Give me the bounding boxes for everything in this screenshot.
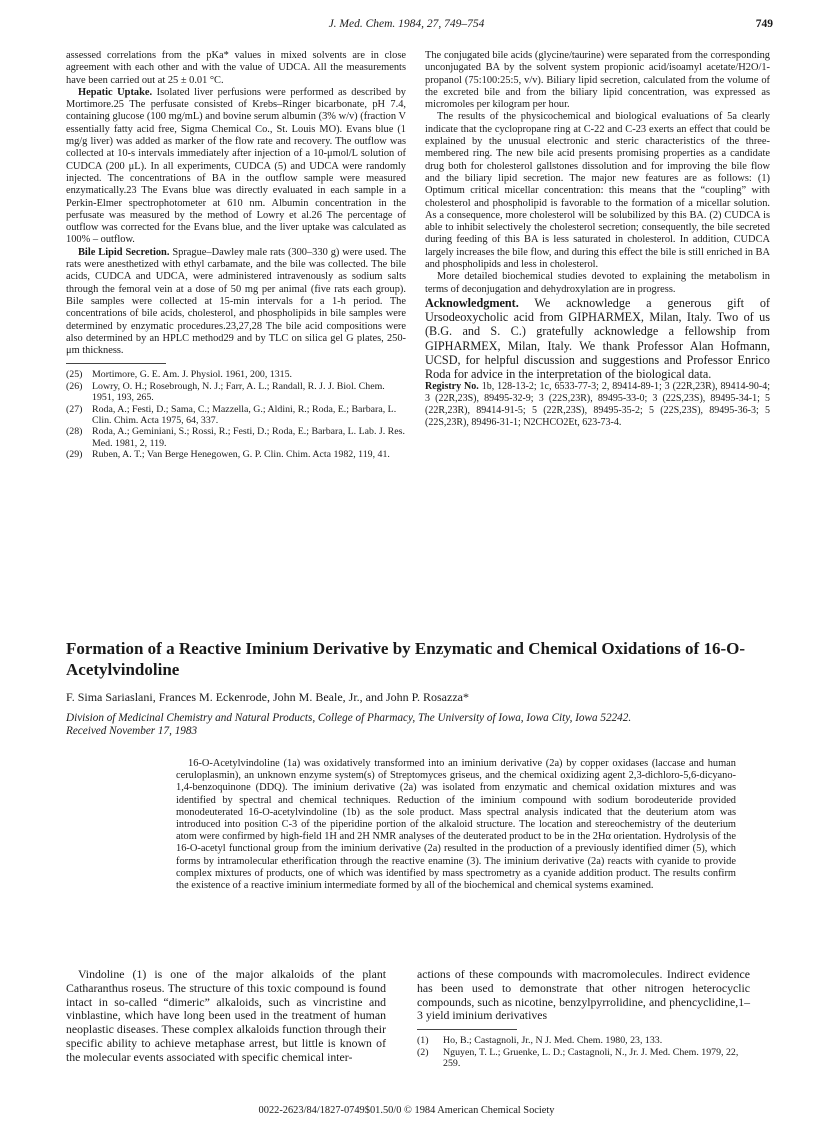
reference-item [66,449,406,460]
hepatic-text: Isolated liver perfusions were performed as described by Mortimore.25 The perfusate consisted of Krebs–Ringer bicarbonate, pH 7.4, containing glucose (100 mg/mL) and bovine serum albumin (3% w/v) (fraction V essentially fatty acid free, Sigma Chemical Co., St. Louis MO). Evans blue (1 mg/g liver) was added as marker of the flow rate and recovery. The outflow was collected at 10-s intervals immediately after injection of a 10-μmol/L solution of CUDCA (200 μL). In all experiments, CUDCA (5) and UDCA were randomly injected. The concentrations of BA in the outflow sample were measured enzymatically.23 The Evans blue was directly evaluated in each sample in a Perkin-Elmer spectrophotometer at 610 nm. Albumin concentration in the perfusate was measured by the method of Lowry et al.26 The percentage of outflow was corrected for the Evans blue, and the liver uptake was calculated as 100% – outflow. [66,86,406,246]
hepatic-paragraph [66,87,406,247]
running-header: J. Med. Chem. 1984, 27, 749–754 [328,18,485,30]
registry-text: 1b, 128-13-2; 1c, 6533-77-3; 2, 89414-89-1; 3 (22R,23R), 89414-90-4; 3 (22R,23S), 89495-32-9; 3 (22S,23R), 89495-33-0; 3 (22S,23S), 89495-34-1; 5 (22R,23R), 89414-91-5; 5 (22R,23S), 89495-35-2; 5 (22S,23S), 89495-36-3; 5 (22S,23R), 89496-31-1; N2CHCO2Et, 623-73-4. [425,381,770,428]
registry-heading: Registry No. [425,381,479,393]
hepatic-heading: Hepatic Uptake. [78,86,153,98]
abstract-text: 16-O-Acetylvindoline (1a) was oxidatively transformed into an iminium derivative (2a) by copper oxidases (laccase and human ceruloplasmin), an unknown enzyme system(s) of Streptomyces griseus, and the chemical oxidizing agent 2,3-dichloro-5,6-dicyano-1,4-benzoquinone (DDQ). The iminium derivative (2a) was isolated from enzymatic and chemical oxidation mixtures and was identified by spectral and chemical techniques. Reduction of the iminium compound with sodium borodeuteride provided monodeuterated 16-O-acetylvindoline (1b) as the sole product. Mass spectral analysis indicated that the deuterium atom was introduced into position C-3 of the piperidine portion of the alkaloid structure. The location and stereochemistry of the deuterium atom were confirmed by high-field 1H and 2H NMR analyses of the deuterated product to be in the 2Hα orientation. Hydrolysis of the 16-O-acetyl functional group from the iminium derivative (2a) resulted in the production of a previously identified dimer (5), which forms by intramolecular etherification through the reactive enamine (3). The iminium derivative (2a) reacts with cyanide to provide complex mixtures of products, one of which was identified by mass spectrometry as a cyanide addition product. The results confirm the existence of a reactive iminium intermediate formed by all of the biochemical and chemical systems examined. [176,758,736,892]
article-affiliation: Division of Medicinal Chemistry and Natural Products, College of Pharmacy, The University of Iowa, Iowa City, Iowa 52242. [66,712,632,724]
reference-item [66,381,406,404]
received-date: Received November 17, 1983 [66,725,198,737]
separation-paragraph: The conjugated bile acids (glycine/taurine) were separated from the corresponding unconjugated BA by the solvent system propionic acid/isoamyl acetate/H2O/1-propanol (75:100:25:5, v/v). Biliary lipid secretion, calculated from the volume of the excreted bile and from the biliary lipid concentration, was expressed as micromoles per kilogram per hour. [425,50,770,111]
continued-body-text: actions of these compounds with macromolecules. Indirect evidence has been used to demonstrate that other nitrogen heterocyclic compounds, such as nicotine, benzylpyrrolidine, and phencyclidine,1–3 yield iminium derivatives [417,967,750,1023]
article-authors: F. Sima Sariaslani, Frances M. Eckenrode, John M. Beale, Jr., and John P. Rosazza* [66,690,469,704]
bile-paragraph [66,247,406,358]
intro-body-text: Vindoline (1) is one of the major alkaloids of the plant Catharanthus roseus. The structure of this toxic compound is found intact in so-called “dimeric” alkaloids, such as vincristine and vinblastine, which have long been used in the treatment of human neoplastic diseases. These complex alkaloids function through their specific ability to achieve metaphase arrest, but little is known of the molecular events associated with specific chemical inter- [66,967,386,1064]
body-right-column [417,968,750,1069]
intro-paragraph: assessed correlations from the pKa* values in mixed solvents are in close agreement with each other and with the value of UDCA. All the measurements have been carried out at 25 ± 0.01 °C. [66,50,406,86]
bile-heading: Bile Lipid Secretion. [78,246,170,258]
reference-item [417,1047,750,1070]
reference-list [66,369,406,460]
reference-text: Ho, B.; Castagnoli, Jr., N J. Med. Chem. 1980, 23, 133. [443,1035,663,1047]
acknowledgment-heading: Acknowledgment. [425,295,519,310]
reference-text: Roda, A.; Festi, D.; Sama, C.; Mazzella, G.; Aldini, R.; Roda, E.; Barbara, L. Clin. Chim. Acta 1975, 64, 337. [92,403,397,427]
acknowledgment-paragraph [425,296,770,381]
reference-number: (27) [66,403,83,415]
reference-item [66,426,406,449]
affiliation-block [66,712,766,738]
footnote-rule [417,1029,517,1030]
reference-text: Roda, A.; Geminiani, S.; Rossi, R.; Festi, D.; Roda, E.; Barbara, L. Lab. J. Res. Med. 1981, 2, 119. [92,426,405,449]
reference-number: (1) [417,1035,429,1047]
footnote-rule [66,363,166,364]
right-column [425,50,770,428]
reference-number: (28) [66,426,83,438]
reference-number: (25) [66,369,83,381]
reference-text: Nguyen, T. L.; Gruenke, L. D.; Castagnoli, N., Jr. J. Med. Chem. 1979, 22, 259. [443,1046,739,1069]
reference-item [66,404,406,427]
bile-text: Sprague–Dawley male rats (300–330 g) were used. The rats were anesthetized with ethyl carbamate, and the bile was collected. The bile acids, CUDCA and UDCA, were administered intravenously as sodium salts through the femoral vein at a dose of 50 mg per animal (five rats each group). Bile samples were collected at 15-min intervals for a 1-h period. The concentrations of bile acids, cholesterol, and phospholipids in bile samples were determined by enzymatic procedures.23,27,28 The bile acid compositions were also determined by an HPLC method29 and by TLC on silica gel G plates, 250-μm thickness. [66,246,406,357]
page-footer: 0022-2623/84/1827-0749$01.50/0 © 1984 American Chemical Society [258,1105,555,1116]
article-reference-list [417,1035,750,1069]
reference-text: Ruben, A. T.; Van Berge Henegowen, G. P. Clin. Chim. Acta 1982, 119, 41. [92,449,390,461]
progress-paragraph: More detailed biochemical studies devoted to explaining the metabolism in terms of deconjugation and dehydroxylation are in progress. [425,271,770,295]
reference-number: (2) [417,1046,429,1058]
left-column [66,50,406,461]
reference-text: Lowry, O. H.; Rosebrough, N. J.; Farr, A. L.; Randall, R. J. J. Biol. Chem. 1951, 193, 265. [92,380,385,404]
reference-item [66,369,406,380]
reference-number: (29) [66,449,83,461]
registry-paragraph [425,381,770,428]
abstract [176,758,736,892]
body-left-column [66,968,386,1065]
results-paragraph: The results of the physicochemical and biological evaluations of 5a clearly indicate that the cyclopropane ring at C-22 and C-23 exerts an effect that could be explained by the unusual electronic and steric characteristics of the three-membered ring. The new bile acid presents promising properties as a candidate drug both for cholesterol gallstones dissolution and for improving the bile flow and the biliary lipid secretion. The major new features are as follows: (1) Optimum critical micellar concentration: this means that the “coupling” with cholesterol and phospholipid is favorable to the formation of a micellar solution. As a consequence, more cholesterol will be solubilized by this BA. (2) CUDCA is able to inhibit selectively the cholesterol secretion; consequently, the bile secreted during feeding of this BA is less saturated in cholesterol. In addition, CUDCA largely increases the bile flow, and during this effect the bile is still enriched in BA and phospholipids and less in cholesterol. [425,111,770,271]
reference-item [417,1035,750,1046]
page-number: 749 [755,18,773,30]
reference-number: (26) [66,380,83,392]
acknowledgment-text: We acknowledge a generous gift of Ursodeoxycholic acid from GIPHARMEX, Milan, Italy. Two of us (B.G. and S. C.) gratefully acknowledge a fellowship from GIPHARMEX, Milan, Italy. We thank Professor Alan Hofmann, UCSD, for helpful discussion and suggestions and Professor Enrico Roda for advice in the interpretation of the biological data. [425,295,770,381]
article-title: Formation of a Reactive Iminium Derivative by Enzymatic and Chemical Oxidations of 16-O-Acetylvindoline [66,639,745,679]
reference-text: Mortimore, G. E. Am. J. Physiol. 1961, 200, 1315. [92,369,292,381]
